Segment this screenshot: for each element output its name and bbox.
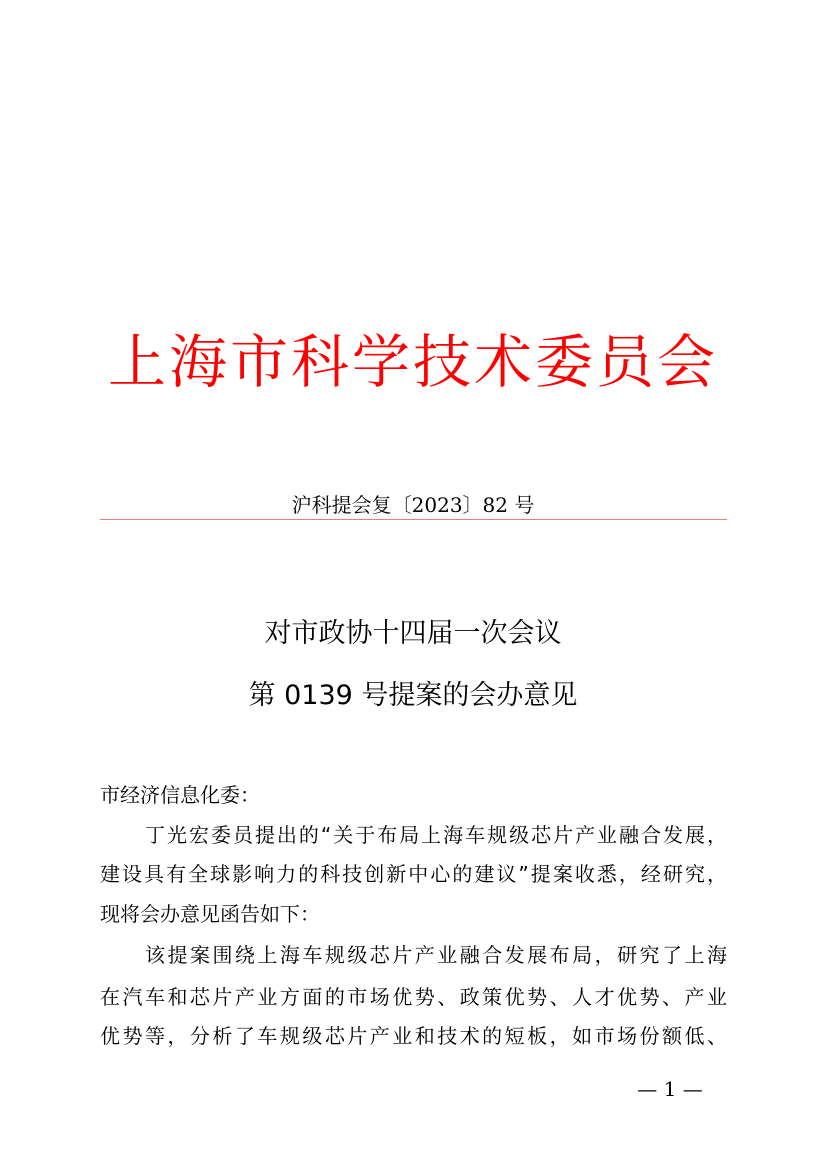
body-text-line: 该提案围绕上海车规级芯片产业融合发展布局，研究了上海 (145, 943, 727, 967)
salutation: 市经济信息化委： (100, 783, 260, 807)
subject-title-line-1: 对市政协十四届一次会议 (264, 618, 562, 649)
body-text-line: 建设具有全球影响力的科技创新中心的建议”提案收悉，经研究， (100, 862, 727, 886)
body-text-line: 优势等，分析了车规级芯片产业和技术的短板，如市场份额低、 (100, 1024, 727, 1048)
page-number: — 1 — (637, 1077, 703, 1101)
issuing-organization-title: 上海市科学技术委员会 (107, 328, 718, 396)
red-separator-line (100, 519, 727, 520)
body-text-line: 丁光宏委员提出的“关于布局上海车规级芯片产业融合发展， (145, 823, 727, 847)
document-number: 沪科提会复〔2023〕82 号 (291, 493, 535, 517)
body-text-line: 在汽车和芯片产业方面的市场优势、政策优势、人才优势、产业 (100, 985, 727, 1009)
body-text-line: 现将会办意见函告如下： (100, 902, 320, 926)
subject-title-line-2: 第 0139 号提案的会办意见 (248, 680, 578, 711)
